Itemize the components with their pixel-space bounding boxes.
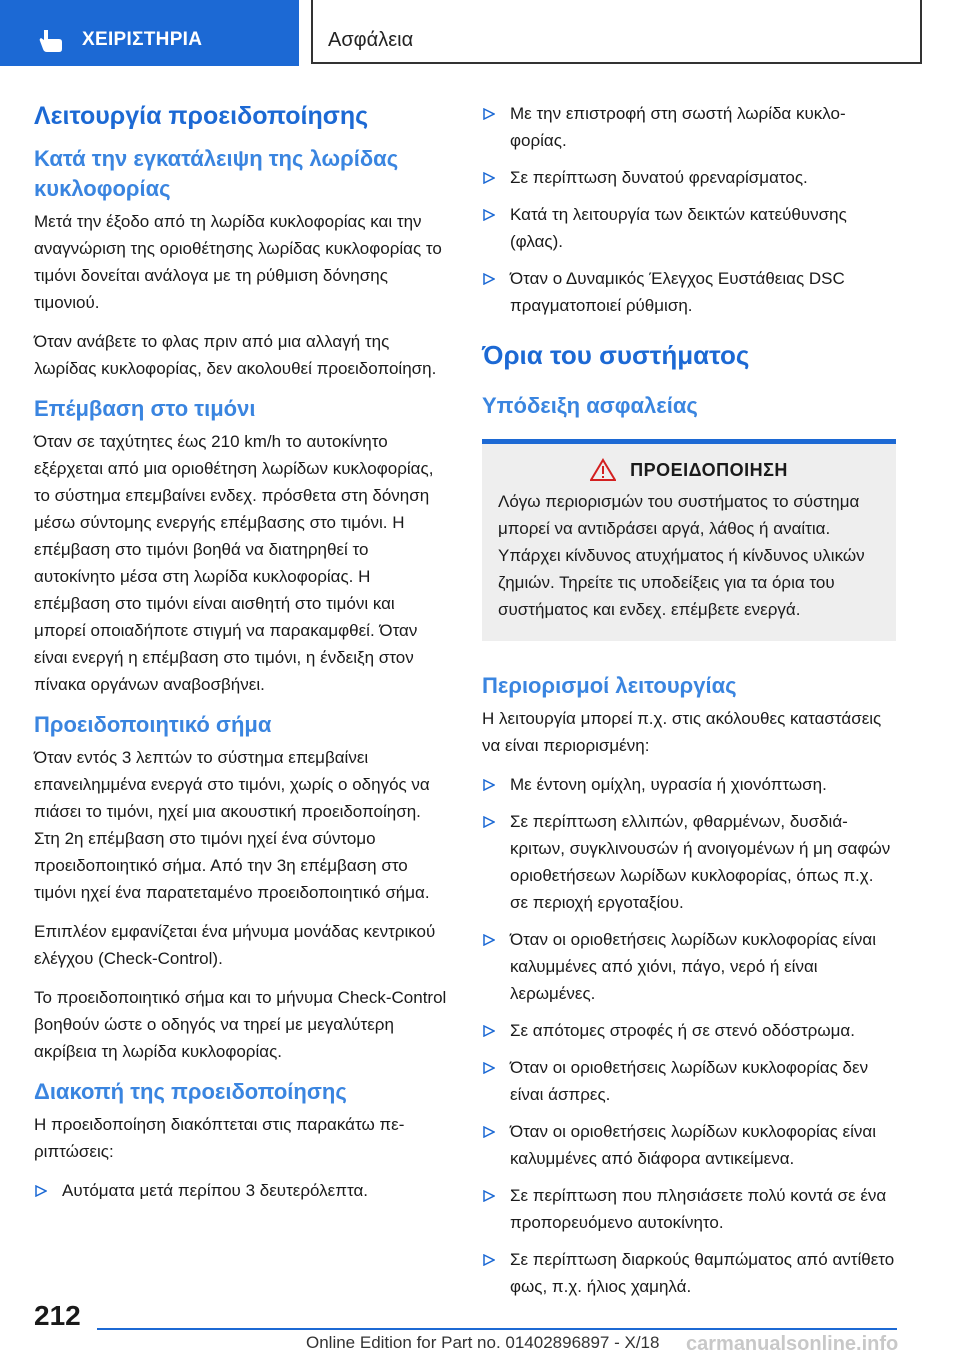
list-item: Με έντονη ομίχλη, υγρασία ή χιονόπτωση. — [482, 771, 896, 798]
warning-header — [498, 458, 880, 482]
warning-title: ΠΡΟΕΙΔΟΠΟΙΗΣΗ — [630, 459, 788, 480]
list-item: Σε περίπτωση διαρκούς θαμπώματος από αντίθετο φως, π.χ. ήλιος χαμηλά. — [482, 1246, 896, 1300]
triangle-bullet-icon — [483, 273, 495, 285]
page-title: Λειτουργία προειδοποίησης — [34, 102, 369, 130]
manual-tab-label: ΧΕΙΡΙΣΤΗΡΙΑ — [82, 29, 203, 50]
manual-section-tab[interactable] — [0, 0, 299, 66]
list-item: Σε περίπτωση που πλησιάσετε πολύ κοντά σε ένα προπορευόμενο αυτοκίνητο. — [482, 1182, 896, 1236]
triangle-bullet-icon — [483, 1062, 495, 1074]
page-number: 212 — [34, 1300, 81, 1331]
right-column — [482, 100, 896, 1310]
triangle-bullet-icon — [483, 779, 495, 791]
limits-list — [482, 771, 896, 1300]
list-item: Κατά τη λειτουργία των δεικτών κατεύθυνσης (φλας). — [482, 201, 896, 255]
top-header — [0, 0, 960, 66]
triangle-bullet-icon — [483, 1126, 495, 1138]
triangle-bullet-icon — [483, 209, 495, 221]
list-item: Όταν οι οριοθετήσεις λωρίδων κυκλοφορίας δεν είναι άσπρες. — [482, 1054, 896, 1108]
lane-departure-heading: Κατά την εγκατάλειψη της λωρίδας κυκλοφορίας — [34, 146, 399, 201]
footer-divider — [97, 1328, 897, 1330]
triangle-bullet-icon — [483, 108, 495, 120]
warning-signal-heading: Προειδοποιητικό σήμα — [34, 712, 272, 737]
paragraph: Το προειδοποιητικό σήμα και το μήνυμα Check-Control βοηθούν ώστε ο οδηγός να τηρεί με μεγαλύτερη ακρίβεια τη λωρίδα κυκλοφορίας. — [34, 988, 447, 1061]
paragraph: Η προειδοποίηση διακόπτεται στις παρακάτω περιπτώσεις: — [34, 1115, 405, 1161]
warning-interrupt-heading: Διακοπή της προειδοποίησης — [34, 1079, 347, 1104]
warning-box — [482, 439, 896, 641]
list-item: Όταν οι οριοθετήσεις λωρίδων κυκλοφορίας είναι καλυμμένες από διάφορα αντικείμενα. — [482, 1118, 896, 1172]
interrupt-list-continued — [482, 100, 896, 319]
triangle-bullet-icon — [483, 816, 495, 828]
hand-pointer-icon — [38, 28, 64, 54]
list-item: Σε περίπτωση δυνατού φρεναρίσματος. — [482, 164, 896, 191]
watermark: carmanualsonline.info — [686, 1333, 899, 1355]
paragraph: Όταν εντός 3 λεπτών το σύστημα επεμβαίνει επανειλημμένα ενεργά στο τιμόνι, χωρίς ο οδηγός να πιάσει το τιμόνι, ηχεί μια ακουστική προειδοποίηση. Στη 2η επέμβαση στο τιμόνι ηχεί ένα σύντομο προειδοποιητικό σήμα. Από την 3η επέμβαση στο τιμόνι ηχεί ένα παρατεταμένο προειδοποιητικό σήμα. — [34, 748, 430, 902]
paragraph: Όταν ανάβετε το φλας πριν από μια αλλαγή της λωρίδας κυκλοφορίας, δεν ακολουθεί προειδοποίηση. — [34, 332, 437, 378]
function-limits-heading: Περιορισμοί λειτουργίας — [482, 673, 737, 698]
section-tab-label: Ασφάλεια — [328, 29, 414, 51]
triangle-bullet-icon — [483, 172, 495, 184]
safety-note-heading: Υπόδειξη ασφαλείας — [482, 393, 698, 418]
triangle-bullet-icon — [35, 1185, 47, 1197]
list-item: Αυτόματα μετά περίπου 3 δευτερόλεπτα. — [34, 1177, 450, 1204]
paragraph: Όταν σε ταχύτητες έως 210 km/h το αυτοκίνητο εξέρχεται από μια οριοθέτηση λωρίδων κυκλοφορίας, το σύστημα επεμβαίνει ενδεχ. πρόσθετα στη δόνηση μέσω σύντομης ενεργής επέμβασης στο τιμόνι. Η επέμβαση στο τιμόνι βοηθά να διατηρηθεί το αυτοκίνητο μέσα στη λωρίδα κυκλοφορίας. Η επέμβαση στο τιμόνι είναι αισθητή στο τιμόνι και μπορεί οποιαδήποτε στιγμή να παρακαμφθεί. Όταν είναι ενεργή η επέμβαση στο τιμόνι, η ένδειξη στον πίνακα οργάνων αναβοσβήνει. — [34, 432, 434, 694]
triangle-bullet-icon — [483, 1254, 495, 1266]
system-limits-title: Όρια του συστήματος — [482, 340, 750, 370]
left-column — [34, 100, 450, 1214]
warning-text: Λόγω περιορισμών του συστήματος το σύστημα μπορεί να αντιδράσει αργά, λάθος ή αναίτια. Υπάρχει κίνδυνος ατυχήματος ή κίνδυνος υλικών ζημιών. Τηρείτε τις υποδείξεις για τα όρια του συστήματος και ενδεχ. επέμβετε ενεργά. — [498, 492, 865, 619]
list-item: Σε περίπτωση ελλιπών, φθαρμένων, δυσδιάκριτων, συγκλινουσών ή ανοιγομένων ή μη σαφών οριοθετήσεων λωρίδων κυκλοφορίας, όπως π.χ. σε περιοχή εργοταξίου. — [482, 808, 896, 916]
interrupt-list — [34, 1177, 450, 1204]
triangle-bullet-icon — [483, 1025, 495, 1037]
paragraph: Επιπλέον εμφανίζεται ένα μήνυμα μονάδας κεντρικού ελέγχου (Check-Control). — [34, 922, 436, 968]
current-section-tab[interactable] — [311, 0, 922, 64]
list-item: Όταν οι οριοθετήσεις λωρίδων κυκλοφορίας είναι καλυμμένες από χιόνι, πάγο, νερό ή είναι λερωμένες. — [482, 926, 896, 1007]
paragraph: Μετά την έξοδο από τη λωρίδα κυκλοφορίας και την αναγνώριση της οριοθέτησης λωρίδας κυκλοφορίας το τιμόνι δονείται ανάλογα με τη ρύθμιση δόνησης τιμονιού. — [34, 212, 442, 312]
edition-info: Online Edition for Part no. 01402896897 - X/18 — [306, 1333, 660, 1352]
warning-triangle-icon — [590, 458, 616, 482]
paragraph: Η λειτουργία μπορεί π.χ. στις ακόλουθες καταστάσεις να είναι περιορισμένη: — [482, 709, 882, 755]
list-item: Με την επιστροφή στη σωστή λωρίδα κυκλοφορίας. — [482, 100, 896, 154]
list-item: Όταν ο Δυναμικός Έλεγχος Ευστάθειας DSC πραγματοποιεί ρύθμιση. — [482, 265, 896, 319]
steering-intervention-heading: Επέμβαση στο τιμόνι — [34, 396, 256, 421]
list-item: Σε απότομες στροφές ή σε στενό οδόστρωμα. — [482, 1017, 896, 1044]
triangle-bullet-icon — [483, 1190, 495, 1202]
triangle-bullet-icon — [483, 934, 495, 946]
